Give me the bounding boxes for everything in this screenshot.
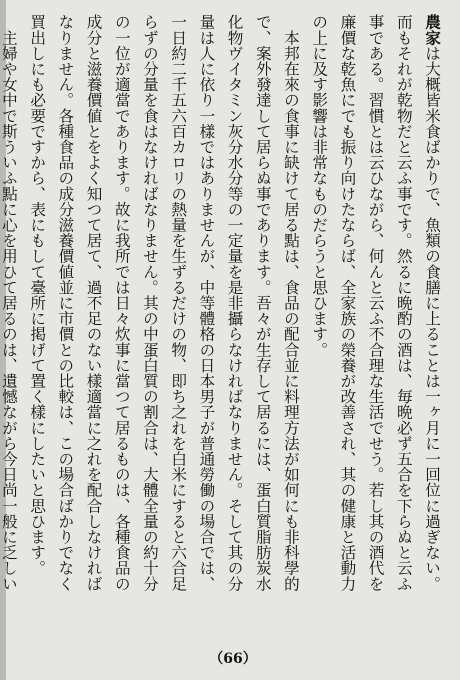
- vertical-text-column: [0, 14, 446, 604]
- paragraph-text: 主婦や女中で斯ういふ點に心を用ひて居るのは、遺憾ながら今日尚一般に乏しい: [0, 29, 18, 592]
- paragraph-text: 本邦在來の食事に缺けて居る點は、食品の配合並に料理方法が如何にも非科學的で、案外發達して居らぬ事であります。吾々が生存して居るには、蛋白質脂肪炭水化物ヴイタミン灰分水分等の一定量を是非攝らなければなりません。そして其の分量は人に依り一樣ではありませんが、中等體格の日本男子が普通勞働の場合では、一日約二千五六百カロリの熱量を生ずるだけの物、即ち之れを白米にすると六合足らずの分量を食はなければなりません。其の中蛋白質の割合は、大體全量の約十分の一位が適當であります。故に我所では日々炊事に當つて居るものは、各種食品の成分と滋養價値とをよく知つて居て、過不足のない樣適當に之れを配合しなければなりません。各種食品の成分滋養價値並に市價との比較は、この場合ばかりでなく買出しにも必要ですから、表にもして臺所に掲げて置く樣にしたいと思ひます。: [28, 14, 300, 592]
- paragraph-lead: 農家: [423, 14, 442, 46]
- paragraph-2: [23, 14, 305, 604]
- paragraph-1: [305, 14, 446, 604]
- paragraph-text: は大概皆米食ばかりで、魚類の食膳に上ることは一ヶ月に一回位に過ぎない。而もそれが乾物だと云ふ事です。然るに晩酌の酒は、毎晩必ず五合を下らぬと云ふ事である。習慣とは云ひながら、何んと云ふ不合理な生活でせう。若し其の酒代を廉價な乾魚にでも振り向けたならば、全家族の榮養が改善され、其の健康と活動力の上に及す影響は非常なものだらうと思ひます。: [310, 14, 441, 592]
- page-number: （66）: [209, 651, 257, 667]
- paragraph-3: [0, 14, 23, 604]
